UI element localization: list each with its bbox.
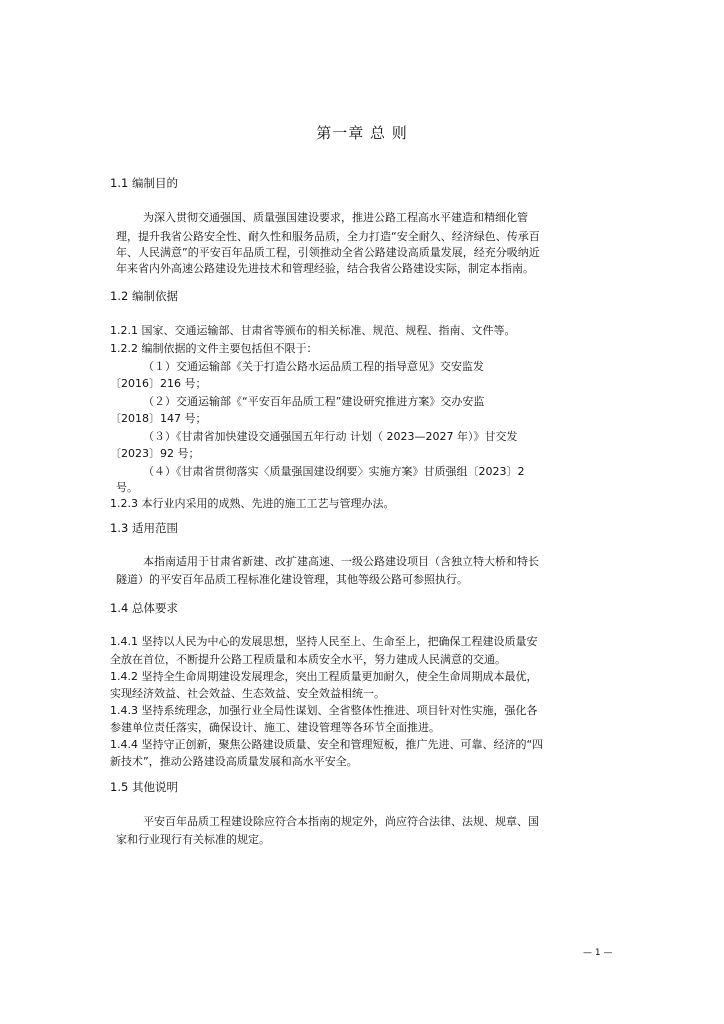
section-heading-1-4: 1.4 总体要求	[110, 601, 178, 615]
paragraph-line: （４）《甘肃省贯彻落实〈质量强国建设纲要〉实施方案》甘质强组〔2023〕2	[143, 465, 525, 478]
paragraph-line: 1.2.2 编制依据的文件主要包括但不限于：	[110, 342, 318, 355]
paragraph-line: 1.4.4 坚持守正创新，聚焦公路建设质量、安全和管理短板，推广先进、可靠、经济的“四	[110, 738, 544, 751]
paragraph-line: 号。	[116, 481, 138, 494]
paragraph-line: 〔2023〕92 号；	[110, 447, 200, 460]
paragraph-line: （３）《甘肃省加快建设交通强国五年行动 计划（ 2023—2027 年）》甘交发	[143, 430, 518, 443]
paragraph-line: 新技术”，推动公路建设高质量发展和高水平安全。	[110, 755, 358, 768]
paragraph-line: 隧道）的平安百年品质工程标准化建设管理，其他等级公路可参照执行。	[116, 573, 468, 586]
section-heading-1-5: 1.5 其他说明	[110, 780, 178, 794]
paragraph-line: 年、人民满意”的平安百年品质工程，引领推动全省公路建设高质量发展，经充分吸纳近	[116, 246, 540, 259]
paragraph-line: 平安百年品质工程建设除应符合本指南的规定外，尚应符合法律、法规、规章、国	[143, 815, 539, 828]
paragraph-line: （２）交通运输部《“平安百年品质工程”建设研究推进方案》交办安监	[143, 395, 485, 408]
paragraph-line: 参建单位责任落实，确保设计、施工、建设管理等各环节全面推进。	[110, 721, 440, 734]
paragraph-line: 理，提升我省公路安全性、耐久性和服务品质，全力打造“安全耐久、经济绿色、传承百	[116, 230, 540, 243]
paragraph-line: 全放在首位，不断提升公路工程质量和本质安全水平，努力建成人民满意的交通。	[110, 653, 506, 666]
paragraph-line: 〔2018〕147 号；	[110, 412, 207, 425]
paragraph-line: 1.4.1 坚持以人民为中心的发展思想，坚持人民至上、生命至上，把确保工程建设质量安	[110, 635, 538, 648]
page-number: — 1 —	[583, 948, 613, 958]
paragraph-line: 实现经济效益、社会效益、生态效益、安全效益相统一。	[110, 687, 385, 700]
paragraph-line: 本指南适用于甘肃省新建、改扩建高速、一级公路建设项目（含独立特大桥和特长	[143, 555, 539, 568]
paragraph-line: 1.2.1 国家、交通运输部、甘肃省等颁布的相关标准、规范、规程、指南、文件等。	[110, 324, 516, 337]
chapter-title: 第一章 总 则	[316, 124, 408, 142]
section-heading-1-1: 1.1 编制目的	[110, 176, 178, 190]
paragraph-line: （１）交通运输部《关于打造公路水运品质工程的指导意见》交安监发	[143, 360, 484, 373]
section-heading-1-2: 1.2 编制依据	[110, 289, 178, 303]
paragraph-line: 1.4.2 坚持全生命周期建设发展理念，突出工程质量更加耐久，使全生命周期成本最优，	[110, 670, 538, 683]
paragraph-line: 1.4.3 坚持系统理念，加强行业全局性谋划、全省整体性推进、项目针对性实施，强化各	[110, 704, 538, 717]
section-heading-1-3: 1.3 适用范围	[110, 521, 178, 535]
paragraph-line: 年来省内外高速公路建设先进技术和管理经验，结合我省公路建设实际，制定本指南。	[116, 262, 534, 275]
paragraph-line: 家和行业现行有关标准的规定。	[116, 833, 270, 846]
paragraph-line: 1.2.3 本行业内采用的成熟、先进的施工工艺与管理办法。	[110, 497, 395, 510]
paragraph-line: 为深入贯彻交通强国、质量强国建设要求，推进公路工程高水平建造和精细化管	[143, 211, 528, 224]
paragraph-line: 〔2016〕216 号；	[110, 377, 207, 390]
